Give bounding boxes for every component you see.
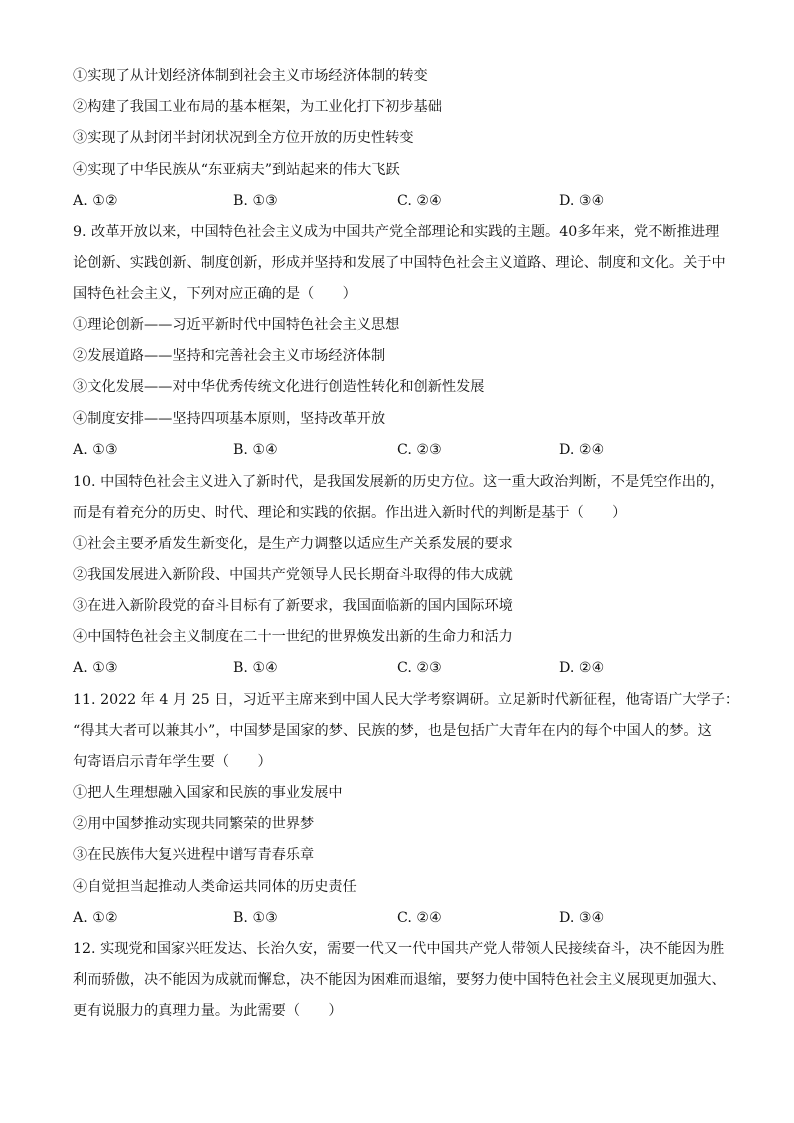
q10-option-b[interactable]: B. ①④ bbox=[233, 660, 278, 676]
q12-stem-line-1: 12. 实现党和国家兴旺发达、长治久安，需要一代又一代中国共产党人带领人民接续奋斗，决不能因为胜 bbox=[73, 941, 725, 957]
q9-option-c[interactable]: C. ②③ bbox=[397, 442, 442, 458]
q9-statement-3: ③文化发展——对中华优秀传统文化进行创造性转化和创新性发展 bbox=[73, 379, 485, 395]
q8-options bbox=[73, 191, 723, 211]
q8-statement-4: ④实现了中华民族从“东亚病夫”到站起来的伟大飞跃 bbox=[73, 162, 400, 178]
q11-statement-2: ②用中国梦推动实现共同繁荣的世界梦 bbox=[73, 816, 315, 832]
q9-statement-2: ②发展道路——坚持和完善社会主义市场经济体制 bbox=[73, 348, 386, 364]
q10-options bbox=[73, 658, 723, 678]
q11-option-b[interactable]: B. ①③ bbox=[233, 910, 278, 926]
q10-option-d[interactable]: D. ②④ bbox=[559, 660, 605, 676]
q11-options bbox=[73, 908, 723, 928]
q11-option-d[interactable]: D. ③④ bbox=[559, 910, 605, 926]
q11-statement-3: ③在民族伟大复兴进程中谱写青春乐章 bbox=[73, 847, 315, 863]
q10-statement-2: ②我国发展进入新阶段、中国共产党领导人民长期奋斗取得的伟大成就 bbox=[73, 567, 513, 583]
q9-options bbox=[73, 440, 723, 460]
q12-stem-line-3: 更有说服力的真理力量。为此需要（ ） bbox=[73, 1003, 343, 1019]
q11-stem-line-2: “得其大者可以兼其小”，中国梦是国家的梦、民族的梦，也是包括广大青年在内的每个中国人的梦。这 bbox=[73, 723, 712, 739]
q12-stem-line-2: 利而骄傲，决不能因为成就而懈怠，决不能因为困难而退缩，要努力使中国特色社会主义展现更加强大、 bbox=[73, 972, 726, 988]
q8-option-b[interactable]: B. ①③ bbox=[233, 193, 278, 209]
q8-statement-2: ②构建了我国工业布局的基本框架，为工业化打下初步基础 bbox=[73, 99, 442, 115]
q9-stem-line-2: 论创新、实践创新、制度创新，形成并坚持和发展了中国特色社会主义道路、理论、制度和文化。关于中 bbox=[73, 255, 726, 271]
q9-option-b[interactable]: B. ①④ bbox=[233, 442, 278, 458]
q9-statement-1: ①理论创新——习近平新时代中国特色社会主义思想 bbox=[73, 317, 400, 333]
q11-statement-4: ④自觉担当起推动人类命运共同体的历史责任 bbox=[73, 879, 357, 895]
q9-option-a[interactable]: A. ①③ bbox=[73, 442, 118, 458]
q9-option-d[interactable]: D. ②④ bbox=[559, 442, 605, 458]
q11-statement-1: ①把人生理想融入国家和民族的事业发展中 bbox=[73, 785, 343, 801]
q11-option-a[interactable]: A. ①② bbox=[73, 910, 118, 926]
q10-statement-1: ①社会主要矛盾发生新变化，是生产力调整以适应生产关系发展的要求 bbox=[73, 536, 513, 552]
q8-statement-3: ③实现了从封闭半封闭状况到全方位开放的历史性转变 bbox=[73, 130, 414, 146]
q9-stem-line-3: 国特色社会主义，下列对应正确的是（ ） bbox=[73, 286, 357, 302]
q10-option-c[interactable]: C. ②③ bbox=[397, 660, 442, 676]
q8-statement-1: ①实现了从计划经济体制到社会主义市场经济体制的转变 bbox=[73, 68, 428, 84]
q10-stem-line-1: 10. 中国特色社会主义进入了新时代，是我国发展新的历史方位。这一重大政治判断，不是凭空作出的， bbox=[73, 474, 725, 490]
q10-option-a[interactable]: A. ①③ bbox=[73, 660, 118, 676]
q8-option-d[interactable]: D. ③④ bbox=[559, 193, 605, 209]
q9-stem-line-1: 9. 改革开放以来，中国特色社会主义成为中国共产党全部理论和实践的主题。40多年来，党不断推进理 bbox=[73, 224, 720, 240]
q10-stem-line-2: 而是有着充分的历史、时代、理论和实践的依据。作出进入新时代的判断是基于（ ） bbox=[73, 505, 627, 521]
q10-statement-3: ③在进入新阶段党的奋斗目标有了新要求，我国面临新的国内国际环境 bbox=[73, 598, 513, 614]
q11-stem-line-3: 句寄语启示青年学生要（ ） bbox=[73, 754, 272, 770]
q10-statement-4: ④中国特色社会主义制度在二十一世纪的世界焕发出新的生命力和活力 bbox=[73, 629, 513, 645]
q11-option-c[interactable]: C. ②④ bbox=[397, 910, 442, 926]
q8-option-a[interactable]: A. ①② bbox=[73, 193, 118, 209]
q8-option-c[interactable]: C. ②④ bbox=[397, 193, 442, 209]
q9-statement-4: ④制度安排——坚持四项基本原则，坚持改革开放 bbox=[73, 411, 386, 427]
q11-stem-line-1: 11. 2022 年 4 月 25 日，习近平主席来到中国人民大学考察调研。立足新时代新征程，他寄语广大学子： bbox=[73, 692, 740, 708]
